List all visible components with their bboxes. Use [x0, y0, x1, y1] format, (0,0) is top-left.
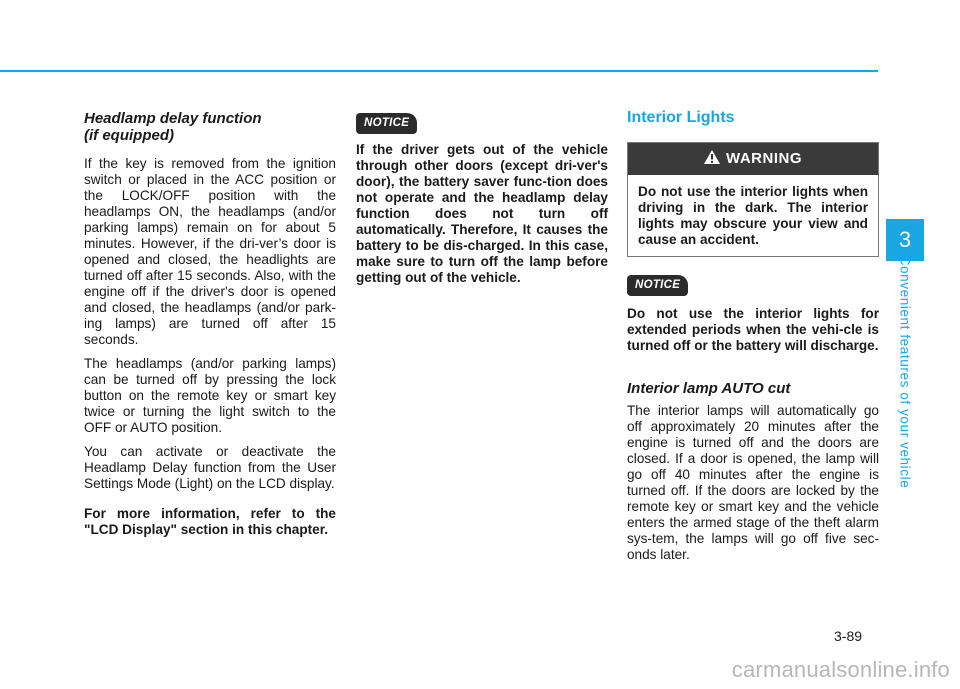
column-interior-lights	[627, 110, 879, 563]
notice-badge: NOTICE	[356, 113, 417, 134]
auto-cut-heading: Interior lamp AUTO cut	[627, 380, 791, 397]
paragraph-turn-off: The headlamps (and/or parking lamps) can be turned off by pressing the lock button on the remote key or smart key twice or turning the light switch to the OFF or AUTO position.	[84, 356, 336, 435]
warning-box	[627, 142, 879, 257]
interior-notice-wrap	[627, 275, 879, 296]
headlamp-delay-heading	[84, 110, 336, 144]
notice-badge-interior: NOTICE	[627, 275, 688, 296]
page-number: 3-89	[834, 628, 863, 644]
chapter-title-vertical: Convenient features of your vehicle	[897, 255, 913, 489]
column-notice-battery	[356, 113, 608, 286]
paragraph-more-info: For more information, refer to the "LCD Display" section in this chapter.	[84, 506, 336, 537]
column-headlamp-delay	[84, 110, 336, 546]
warning-triangle-icon	[704, 150, 720, 164]
watermark-text: carmanualsonline.info	[731, 657, 950, 682]
notice-battery-saver-text: If the driver gets out of the vehicle through other doors (except dri-ver's door), the battery saver func-tion does not operate and the headlamp delay function does not turn off automatically. Therefore, It causes the battery to be dis-charged. In this case, make sure to turn off the lamp before getting out of the vehicle.	[356, 142, 608, 285]
paragraph-activate: You can activate or deactivate the Headlamp Delay function from the User Settings Mode (Light) on the LCD display.	[84, 444, 336, 491]
warning-text: Do not use the interior lights when driving in the dark. The interior lights may obscure your view and cause an accident.	[638, 184, 868, 247]
top-rule	[0, 70, 878, 72]
chapter-number-tab: 3	[886, 219, 924, 261]
paragraph-ignition: If the key is removed from the ignition switch or placed in the ACC position or the LOCK/OFF position with the headlamps ON, the headlamps (and/or parking lamps) remain on for about 5 minutes. However, if the dri-ver’s door is opened and closed, the headlights are turned off after 15 seconds. Also, with the engine off if the driver's door is opened and closed, the headlamps (and/or park-ing lamps) are turned off after 15 seconds.	[84, 156, 336, 347]
warning-header	[628, 143, 878, 175]
heading-line-1: Headlamp delay function	[84, 110, 262, 127]
interior-lights-title: Interior Lights	[627, 109, 735, 126]
notice-interior-text: Do not use the interior lights for extended periods when the vehi-cle is turned off or the battery will discharge.	[627, 306, 879, 353]
warning-label: WARNING	[726, 150, 802, 167]
heading-line-2: (if equipped)	[84, 127, 174, 144]
auto-cut-text: The interior lamps will automatically go off approximately 20 minutes after the engine is turned off and the doors are closed. If a door is opened, the lamp will go off 40 minutes after the engine is turned off. If the doors are locked by the remote key or smart key and the vehicle enters the armed stage of the theft alarm sys-tem, the lamps will go off five sec-onds later.	[627, 403, 879, 562]
